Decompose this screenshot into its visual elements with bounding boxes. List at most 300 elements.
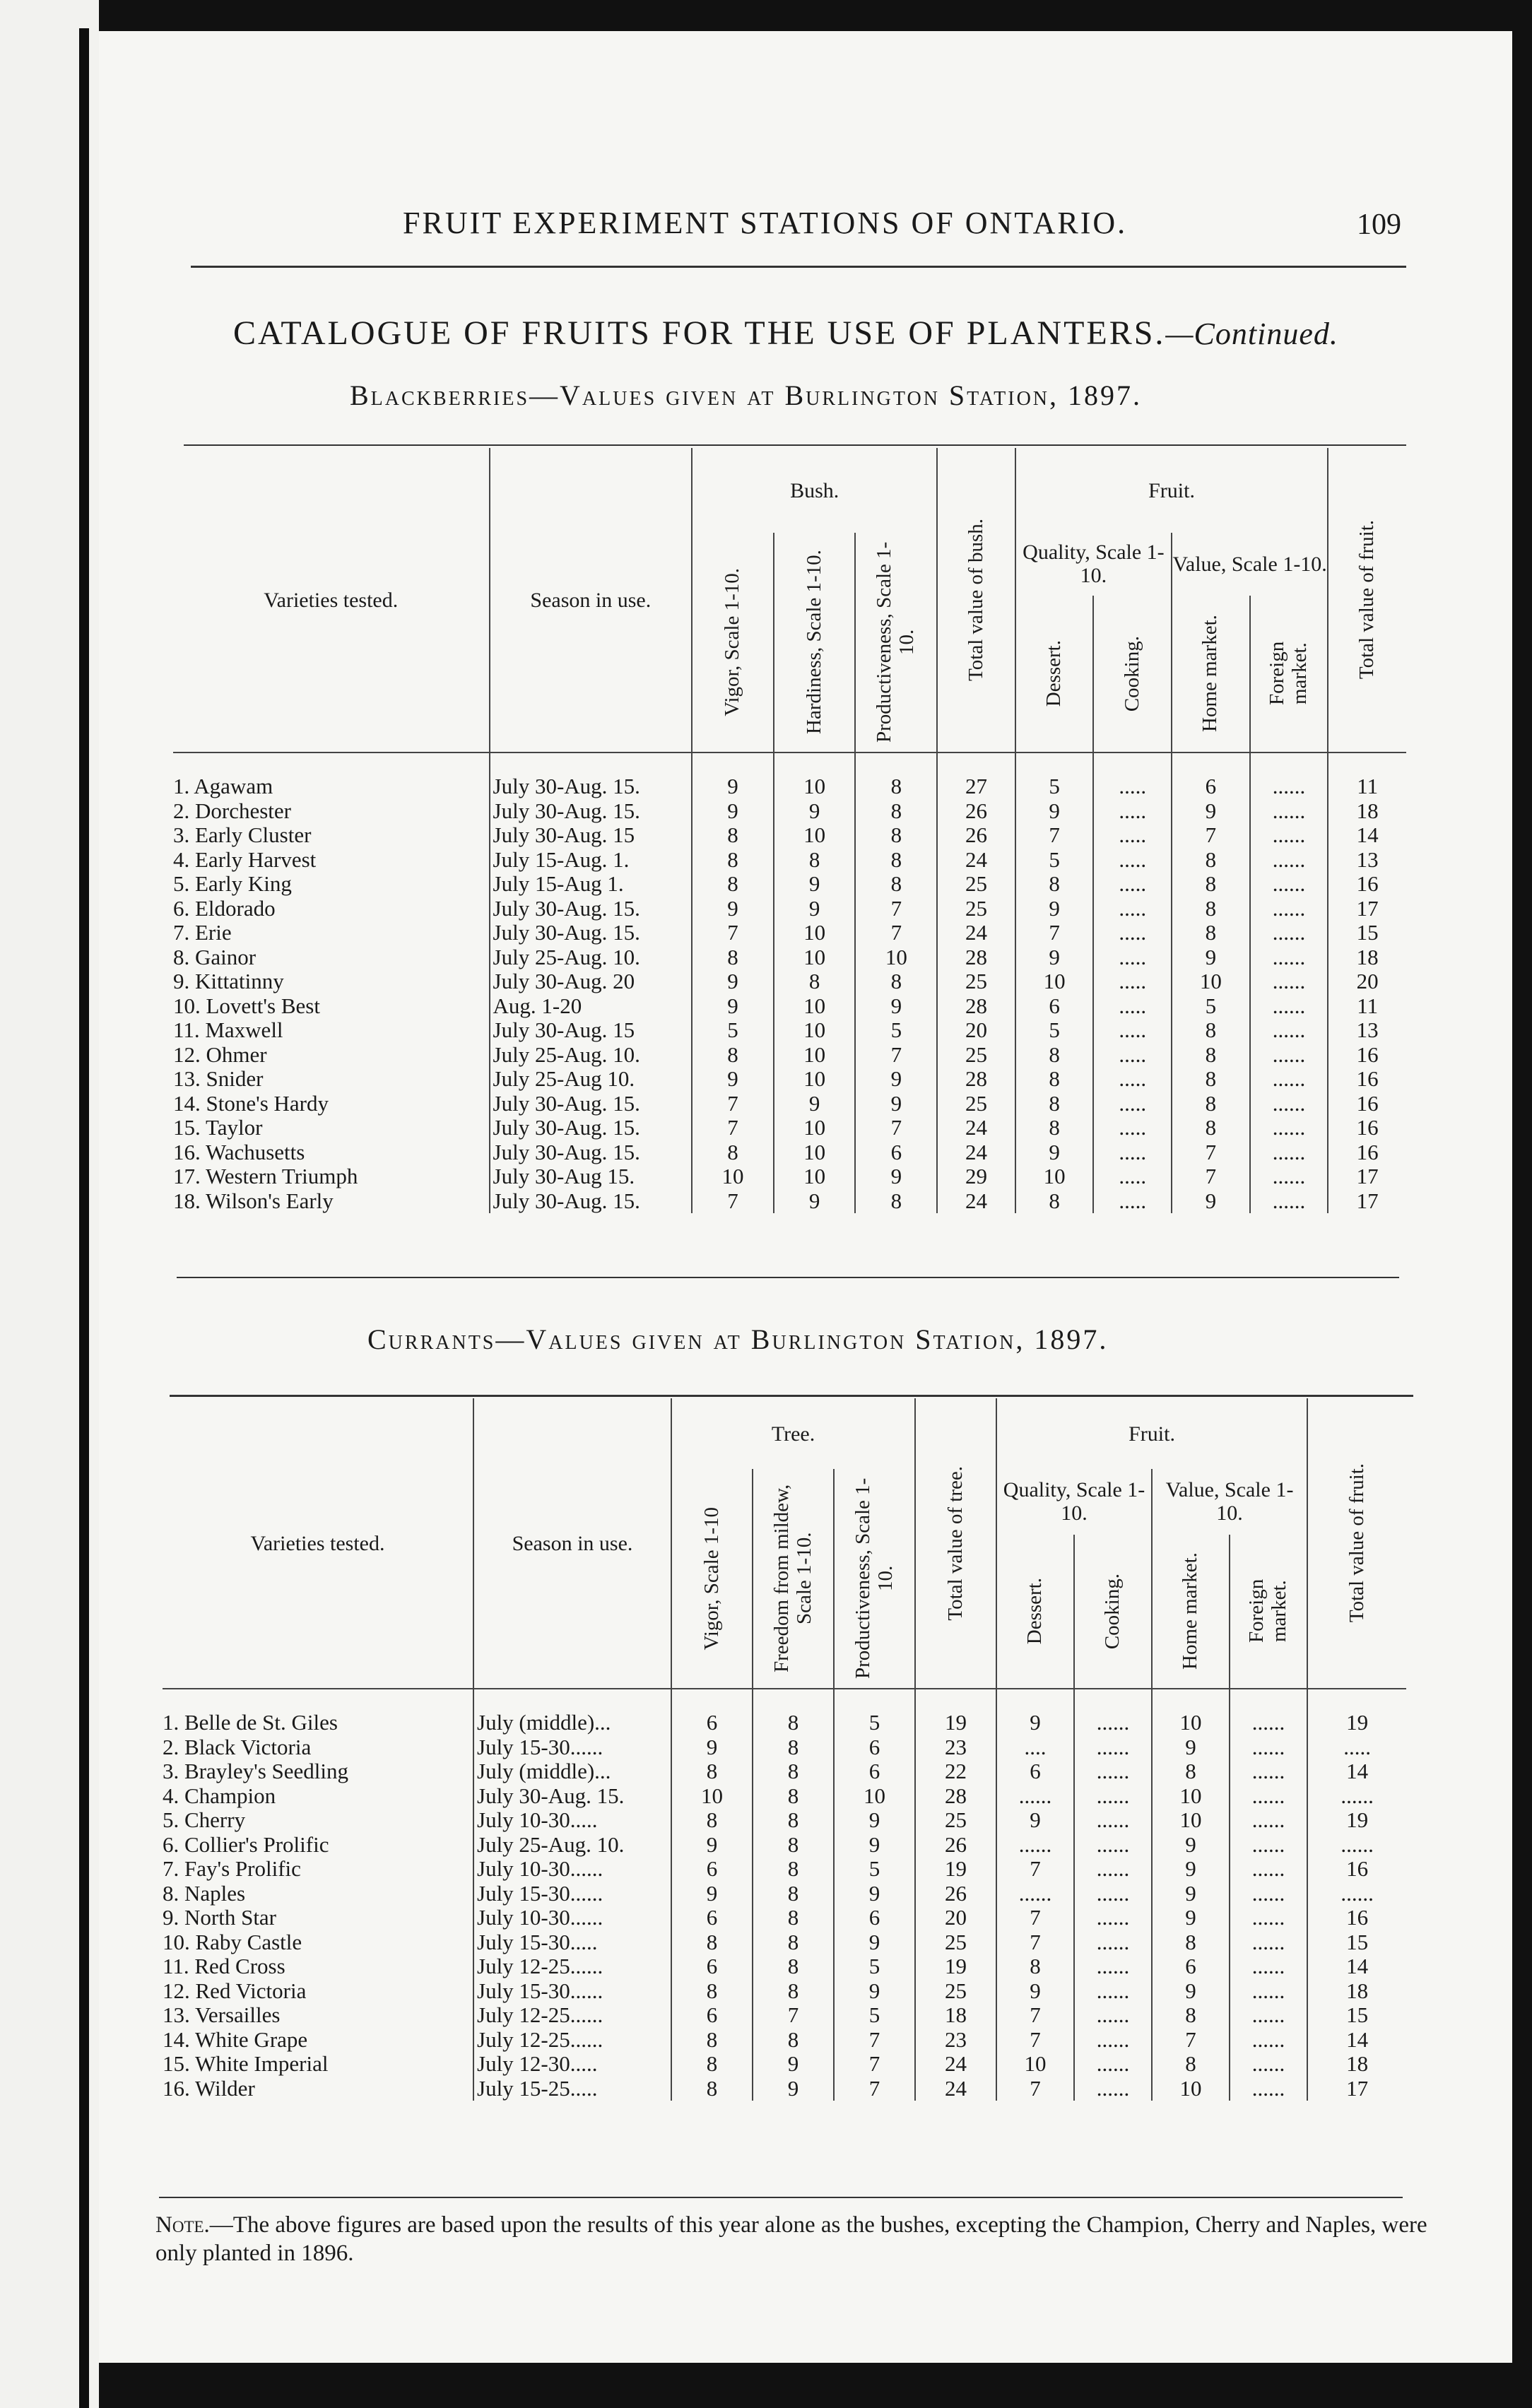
cu-table-row (163, 1689, 1406, 1735)
cu-cell-total: 19 (915, 1857, 996, 1882)
cu-cell-productiveness: 6 (834, 1759, 915, 1784)
bb-table-row (173, 897, 1406, 921)
bb-cell-name: 3. Early Cluster (173, 823, 312, 847)
cu-cell-total-fruit: ...... (1307, 1833, 1406, 1858)
bb-cell-productiveness: 9 (855, 1067, 937, 1092)
bb-cell-cooking: ..... (1093, 1140, 1172, 1165)
cu-cell-name: 10. Raby Castle (163, 1930, 302, 1954)
cu-cell-total-fruit: 16 (1307, 1906, 1406, 1930)
bb-cell-home: 8 (1172, 897, 1250, 921)
cu-cell-vigor: 6 (671, 1954, 753, 1979)
bb-cell-season: July 30-Aug. 15. (490, 1092, 693, 1116)
bb-cell-foreign: ...... (1250, 823, 1328, 848)
cu-cell-home: 10 (1152, 1808, 1230, 1833)
cu-cell-season: July 15-30..... (473, 1930, 671, 1955)
cu-cell-total-fruit: 18 (1307, 2052, 1406, 2077)
cu-cell-hardiness: 8 (753, 1857, 834, 1882)
cu-cell-foreign: ...... (1230, 1689, 1307, 1735)
bb-cell-name: 6. Eldorado (173, 896, 276, 921)
cu-table-row (163, 2003, 1406, 2028)
bb-cell-season: July 25-Aug. 10. (490, 945, 693, 970)
cu-cell-total: 25 (915, 1930, 996, 1955)
bb-cell-productiveness: 9 (855, 1164, 937, 1189)
bb-cell-hardiness: 9 (774, 872, 856, 897)
bb-cell-total: 25 (937, 1043, 1015, 1068)
page-header (99, 205, 1512, 247)
cu-cell-foreign: ...... (1230, 2077, 1307, 2101)
bb-cell-total: 24 (937, 848, 1015, 873)
bb-cell-productiveness: 8 (855, 799, 937, 824)
bb-cell-hardiness: 10 (774, 1116, 856, 1140)
cu-header-productiveness: Productiveness, Scale 1-10. (834, 1469, 915, 1689)
scan-top-border (0, 0, 1532, 34)
cu-cell-foreign: ...... (1230, 1882, 1307, 1906)
bb-cell-productiveness: 8 (855, 872, 937, 897)
cu-cell-cooking: ...... (1074, 1759, 1152, 1784)
bb-cell-dessert: 10 (1015, 969, 1094, 994)
cu-cell-total-fruit: 16 (1307, 1857, 1406, 1882)
bb-table-row (173, 945, 1406, 970)
cu-cell-total: 28 (915, 1784, 996, 1809)
cu-cell-cooking: ...... (1074, 1882, 1152, 1906)
bb-cell-productiveness: 7 (855, 1116, 937, 1140)
bb-header-cooking: Cooking. (1093, 596, 1172, 752)
cu-cell-dessert: 10 (996, 2052, 1074, 2077)
cu-cell-total-fruit: ...... (1307, 1784, 1406, 1809)
bb-cell-productiveness: 6 (855, 1140, 937, 1165)
bb-cell-season: July 30-Aug. 15. (490, 1140, 693, 1165)
cu-cell-name: 2. Black Victoria (163, 1735, 312, 1759)
cu-cell-cooking: ...... (1074, 1954, 1152, 1979)
cu-cell-name: 9. North Star (163, 1906, 277, 1930)
bb-cell-productiveness: 8 (855, 1189, 937, 1214)
cu-cell-total-fruit: 19 (1307, 1689, 1406, 1735)
cu-cell-home: 10 (1152, 1689, 1230, 1735)
cu-table-row (163, 1808, 1406, 1833)
bb-cell-hardiness: 10 (774, 994, 856, 1019)
bb-cell-home: 8 (1172, 1092, 1250, 1116)
cu-cell-hardiness: 8 (753, 1930, 834, 1955)
bb-cell-foreign: ...... (1250, 1092, 1328, 1116)
catalogue-title-text: CATALOGUE OF FRUITS FOR THE USE OF PLANTERS. (233, 314, 1166, 352)
bb-cell-name: 9. Kittatinny (173, 969, 284, 993)
cu-cell-dessert: 7 (996, 1930, 1074, 1955)
cu-cell-name: 12. Red Victoria (163, 1978, 307, 2003)
bb-cell-home: 7 (1172, 1164, 1250, 1189)
bb-cell-total-fruit: 14 (1328, 823, 1406, 848)
bb-cell-name: 15. Taylor (173, 1116, 263, 1140)
bb-cell-dessert: 8 (1015, 1092, 1094, 1116)
bb-cell-productiveness: 8 (855, 848, 937, 873)
cu-table-row (163, 1857, 1406, 1882)
cu-cell-cooking: ...... (1074, 1689, 1152, 1735)
bb-cell-dessert: 6 (1015, 994, 1094, 1019)
blackberries-top-rule (184, 444, 1406, 446)
cu-cell-foreign: ...... (1230, 1735, 1307, 1760)
cu-cell-hardiness: 8 (753, 1833, 834, 1858)
cu-cell-dessert: 6 (996, 1759, 1074, 1784)
bb-cell-home: 7 (1172, 1140, 1250, 1165)
bb-cell-vigor: 9 (692, 799, 774, 824)
bb-cell-productiveness: 5 (855, 1018, 937, 1043)
cu-cell-season: July 15-30...... (473, 1882, 671, 1906)
cu-cell-dessert: ...... (996, 1784, 1074, 1809)
bb-cell-total: 25 (937, 969, 1015, 994)
cu-cell-total: 26 (915, 1882, 996, 1906)
cu-cell-foreign: ...... (1230, 1784, 1307, 1809)
cu-cell-hardiness: 8 (753, 1979, 834, 2004)
bb-cell-productiveness: 8 (855, 752, 937, 799)
bb-table-row (173, 799, 1406, 824)
bb-cell-dessert: 8 (1015, 872, 1094, 897)
cu-cell-total: 20 (915, 1906, 996, 1930)
bb-cell-name: 8. Gainor (173, 945, 257, 969)
cu-cell-name: 7. Fay's Prolific (163, 1857, 301, 1881)
cu-cell-total-fruit: 14 (1307, 1759, 1406, 1784)
cu-cell-cooking: ...... (1074, 1833, 1152, 1858)
running-title: FRUIT EXPERIMENT STATIONS OF ONTARIO. (403, 206, 1128, 240)
bb-header-productiveness: Productiveness, Scale 1-10. (855, 533, 937, 752)
bb-cell-total: 24 (937, 1116, 1015, 1140)
cu-cell-home: 9 (1152, 1857, 1230, 1882)
cu-cell-foreign: ...... (1230, 2052, 1307, 2077)
bb-cell-home: 8 (1172, 921, 1250, 945)
bb-cell-cooking: ..... (1093, 921, 1172, 945)
bb-cell-season: July 30-Aug. 20 (490, 969, 693, 994)
cu-cell-foreign: ...... (1230, 1808, 1307, 1833)
bb-cell-cooking: ..... (1093, 752, 1172, 799)
page-number: 109 (1357, 208, 1401, 241)
bb-cell-total: 25 (937, 872, 1015, 897)
cu-cell-season: July 10-30..... (473, 1808, 671, 1833)
bb-cell-dessert: 9 (1015, 799, 1094, 824)
bb-cell-vigor: 8 (692, 848, 774, 873)
bb-cell-vigor: 7 (692, 1189, 774, 1214)
currants-top-rule (170, 1395, 1413, 1397)
bb-cell-total-fruit: 16 (1328, 1140, 1406, 1165)
cu-cell-total-fruit: ...... (1307, 1882, 1406, 1906)
bb-cell-name: 13. Snider (173, 1067, 264, 1091)
bb-cell-home: 8 (1172, 1018, 1250, 1043)
bb-cell-dessert: 10 (1015, 1164, 1094, 1189)
bb-cell-season: Aug. 1-20 (490, 994, 693, 1019)
cu-cell-total: 25 (915, 1979, 996, 2004)
bb-cell-total: 29 (937, 1164, 1015, 1189)
cu-cell-name: 11. Red Cross (163, 1954, 285, 1978)
cu-cell-name: 4. Champion (163, 1783, 276, 1808)
bb-cell-dessert: 8 (1015, 1067, 1094, 1092)
bb-cell-home: 8 (1172, 1067, 1250, 1092)
cu-cell-hardiness: 8 (753, 1808, 834, 1833)
bb-header-bush: Bush. (692, 448, 937, 533)
bb-cell-dessert: 5 (1015, 752, 1094, 799)
bb-cell-dessert: 8 (1015, 1043, 1094, 1068)
cu-cell-productiveness: 7 (834, 2028, 915, 2053)
cu-cell-name: 6. Collier's Prolific (163, 1832, 329, 1857)
bb-cell-season: July 15-Aug 1. (490, 872, 693, 897)
bb-cell-vigor: 7 (692, 1116, 774, 1140)
cu-cell-name: 13. Versailles (163, 2003, 281, 2027)
cu-cell-total: 18 (915, 2003, 996, 2028)
bb-cell-total: 25 (937, 897, 1015, 921)
cu-header-quality: Quality, Scale 1-10. (996, 1469, 1152, 1535)
bb-cell-productiveness: 9 (855, 1092, 937, 1116)
bb-header-vigor: Vigor, Scale 1-10. (692, 533, 774, 752)
bb-cell-vigor: 9 (692, 994, 774, 1019)
bb-cell-foreign: ...... (1250, 799, 1328, 824)
catalogue-continued: —Continued. (1165, 317, 1338, 351)
bb-table-row (173, 969, 1406, 994)
bb-cell-foreign: ...... (1250, 945, 1328, 970)
cu-header-season: Season in use. (473, 1398, 671, 1689)
bb-cell-cooking: ..... (1093, 872, 1172, 897)
bb-cell-name: 17. Western Triumph (173, 1164, 358, 1188)
blackberries-rows (173, 752, 1406, 1213)
cu-cell-home: 9 (1152, 1882, 1230, 1906)
cu-header-dessert: Dessert. (996, 1535, 1074, 1689)
cu-cell-total: 24 (915, 2077, 996, 2101)
cu-cell-home: 6 (1152, 1954, 1230, 1979)
cu-table-row (163, 1759, 1406, 1784)
cu-cell-hardiness: 8 (753, 1784, 834, 1809)
cu-cell-name: 16. Wilder (163, 2076, 255, 2101)
bb-cell-hardiness: 10 (774, 1043, 856, 1068)
footnote (155, 2211, 1463, 2267)
cu-cell-foreign: ...... (1230, 1906, 1307, 1930)
cu-cell-vigor: 8 (671, 2052, 753, 2077)
bb-cell-vigor: 8 (692, 872, 774, 897)
cu-cell-hardiness: 9 (753, 2052, 834, 2077)
cu-cell-home: 10 (1152, 1784, 1230, 1809)
bb-cell-dessert: 8 (1015, 1116, 1094, 1140)
cu-cell-dessert: .... (996, 1735, 1074, 1760)
bb-cell-name: 2. Dorchester (173, 798, 291, 823)
cu-cell-foreign: ...... (1230, 2028, 1307, 2053)
cu-cell-dessert: 7 (996, 1857, 1074, 1882)
bb-cell-name: 4. Early Harvest (173, 847, 317, 872)
cu-cell-hardiness: 8 (753, 1882, 834, 1906)
cu-cell-season: July (middle)... (473, 1689, 671, 1735)
bb-cell-vigor: 7 (692, 1092, 774, 1116)
cu-cell-home: 7 (1152, 2028, 1230, 2053)
cu-cell-total: 23 (915, 2028, 996, 2053)
cu-cell-season: July 30-Aug. 15. (473, 1784, 671, 1809)
cu-cell-total: 19 (915, 1689, 996, 1735)
cu-cell-total: 26 (915, 1833, 996, 1858)
cu-cell-name: 15. White Imperial (163, 2052, 329, 2076)
bb-cell-productiveness: 7 (855, 1043, 937, 1068)
blackberries-table (173, 448, 1406, 1213)
bb-cell-total-fruit: 16 (1328, 872, 1406, 897)
cu-cell-hardiness: 8 (753, 1735, 834, 1760)
cu-cell-home: 8 (1152, 2003, 1230, 2028)
bb-cell-total: 28 (937, 994, 1015, 1019)
cu-cell-cooking: ...... (1074, 1857, 1152, 1882)
cu-cell-dessert: 8 (996, 1954, 1074, 1979)
bb-cell-hardiness: 10 (774, 823, 856, 848)
cu-cell-home: 9 (1152, 1735, 1230, 1760)
bb-cell-dessert: 8 (1015, 1189, 1094, 1214)
cu-cell-home: 9 (1152, 1906, 1230, 1930)
cu-cell-cooking: ...... (1074, 2077, 1152, 2101)
bb-cell-foreign: ...... (1250, 1116, 1328, 1140)
bb-cell-vigor: 8 (692, 1140, 774, 1165)
bb-cell-foreign: ...... (1250, 848, 1328, 873)
bb-cell-hardiness: 8 (774, 848, 856, 873)
bb-table-row (173, 1164, 1406, 1189)
cu-cell-productiveness: 10 (834, 1784, 915, 1809)
cu-table-row (163, 1882, 1406, 1906)
cu-cell-cooking: ...... (1074, 2003, 1152, 2028)
bb-cell-foreign: ...... (1250, 921, 1328, 945)
header-rule (191, 266, 1406, 268)
cu-cell-foreign: ...... (1230, 2003, 1307, 2028)
cu-cell-season: July 10-30...... (473, 1857, 671, 1882)
cu-table-row (163, 2052, 1406, 2077)
cu-table-row (163, 2077, 1406, 2101)
bb-cell-vigor: 7 (692, 921, 774, 945)
bb-cell-total: 26 (937, 823, 1015, 848)
bb-cell-cooking: ..... (1093, 1067, 1172, 1092)
cu-cell-foreign: ...... (1230, 1954, 1307, 1979)
bb-cell-total: 28 (937, 1067, 1015, 1092)
bb-cell-total: 27 (937, 752, 1015, 799)
cu-cell-productiveness: 7 (834, 2077, 915, 2101)
cu-cell-foreign: ...... (1230, 1833, 1307, 1858)
bb-cell-total-fruit: 17 (1328, 897, 1406, 921)
bb-cell-hardiness: 10 (774, 1018, 856, 1043)
bb-cell-vigor: 9 (692, 1067, 774, 1092)
bb-cell-productiveness: 7 (855, 897, 937, 921)
bb-cell-cooking: ..... (1093, 799, 1172, 824)
bb-cell-total-fruit: 16 (1328, 1116, 1406, 1140)
cu-cell-season: July (middle)... (473, 1759, 671, 1784)
bb-cell-total: 24 (937, 1140, 1015, 1165)
cu-cell-vigor: 6 (671, 1906, 753, 1930)
cu-header-home: Home market. (1152, 1535, 1230, 1689)
bb-cell-cooking: ..... (1093, 848, 1172, 873)
cu-cell-home: 8 (1152, 2052, 1230, 2077)
cu-cell-vigor: 8 (671, 1979, 753, 2004)
catalogue-title (233, 314, 1338, 353)
cu-cell-dessert: 7 (996, 1906, 1074, 1930)
bb-cell-total: 24 (937, 1189, 1015, 1214)
cu-cell-total: 22 (915, 1759, 996, 1784)
cu-cell-vigor: 6 (671, 1689, 753, 1735)
bb-cell-hardiness: 9 (774, 799, 856, 824)
bb-cell-season: July 25-Aug. 10. (490, 1043, 693, 1068)
cu-cell-total: 25 (915, 1808, 996, 1833)
bb-cell-total-fruit: 11 (1328, 752, 1406, 799)
bb-cell-cooking: ..... (1093, 1189, 1172, 1214)
bb-cell-dessert: 7 (1015, 823, 1094, 848)
cu-cell-productiveness: 9 (834, 1833, 915, 1858)
bb-header-foreign: Foreign market. (1250, 596, 1328, 752)
cu-cell-dessert: ...... (996, 1833, 1074, 1858)
bb-cell-hardiness: 10 (774, 1067, 856, 1092)
bb-cell-season: July 30-Aug. 15 (490, 1018, 693, 1043)
cu-header-varieties: Varieties tested. (163, 1398, 473, 1689)
cu-table-row (163, 2028, 1406, 2053)
cu-cell-productiveness: 9 (834, 1808, 915, 1833)
cu-cell-hardiness: 8 (753, 1954, 834, 1979)
bb-header-season: Season in use. (490, 448, 693, 752)
bb-cell-vigor: 8 (692, 823, 774, 848)
cu-cell-season: July 15-30...... (473, 1979, 671, 2004)
cu-cell-productiveness: 5 (834, 2003, 915, 2028)
cu-cell-dessert: 9 (996, 1808, 1074, 1833)
bb-cell-cooking: ..... (1093, 823, 1172, 848)
cu-cell-vigor: 10 (671, 1784, 753, 1809)
bb-cell-cooking: ..... (1093, 1092, 1172, 1116)
cu-cell-productiveness: 7 (834, 2052, 915, 2077)
cu-table-row (163, 1833, 1406, 1858)
bb-cell-foreign: ...... (1250, 994, 1328, 1019)
bb-cell-home: 9 (1172, 1189, 1250, 1214)
cu-cell-vigor: 8 (671, 1808, 753, 1833)
cu-table-row (163, 1735, 1406, 1760)
cu-cell-cooking: ...... (1074, 1784, 1152, 1809)
bb-cell-productiveness: 7 (855, 921, 937, 945)
currants-title: Currants—Values given at Burlington Station, 1897. (367, 1323, 1109, 1355)
cu-cell-season: July 12-25...... (473, 1954, 671, 1979)
bb-cell-home: 8 (1172, 1043, 1250, 1068)
cu-cell-cooking: ...... (1074, 1906, 1152, 1930)
bb-table-row (173, 872, 1406, 897)
cu-header-total-tree: Total value of tree. (915, 1398, 996, 1689)
cu-table-row (163, 1930, 1406, 1955)
bb-cell-productiveness: 9 (855, 994, 937, 1019)
bb-cell-foreign: ...... (1250, 897, 1328, 921)
bb-cell-cooking: ..... (1093, 897, 1172, 921)
bb-cell-name: 11. Maxwell (173, 1018, 283, 1042)
bb-cell-hardiness: 10 (774, 1164, 856, 1189)
cu-cell-season: July 12-25...... (473, 2028, 671, 2053)
bb-cell-dessert: 9 (1015, 945, 1094, 970)
cu-header-value: Value, Scale 1-10. (1152, 1469, 1307, 1535)
cu-cell-vigor: 6 (671, 1857, 753, 1882)
bb-cell-home: 8 (1172, 1116, 1250, 1140)
cu-cell-hardiness: 8 (753, 1689, 834, 1735)
cu-cell-cooking: ...... (1074, 2052, 1152, 2077)
bb-cell-total-fruit: 18 (1328, 945, 1406, 970)
cu-cell-productiveness: 5 (834, 1689, 915, 1735)
cu-cell-name: 8. Naples (163, 1881, 246, 1906)
cu-cell-total-fruit: 17 (1307, 2077, 1406, 2101)
bb-cell-productiveness: 8 (855, 823, 937, 848)
bb-header-total-bush: Total value of bush. (937, 448, 1015, 752)
bb-cell-foreign: ...... (1250, 1140, 1328, 1165)
bb-cell-season: July 15-Aug. 1. (490, 848, 693, 873)
bb-cell-hardiness: 10 (774, 1140, 856, 1165)
bb-cell-home: 7 (1172, 823, 1250, 848)
bb-cell-hardiness: 10 (774, 921, 856, 945)
bb-cell-home: 9 (1172, 799, 1250, 824)
bb-table-row (173, 1189, 1406, 1214)
bb-cell-season: July 30-Aug. 15 (490, 823, 693, 848)
cu-cell-productiveness: 9 (834, 1882, 915, 1906)
cu-cell-season: July 12-30..... (473, 2052, 671, 2077)
cu-cell-cooking: ...... (1074, 1979, 1152, 2004)
bb-cell-hardiness: 10 (774, 752, 856, 799)
cu-cell-home: 9 (1152, 1833, 1230, 1858)
bb-cell-total-fruit: 11 (1328, 994, 1406, 1019)
currants-table (163, 1398, 1406, 2101)
cu-cell-total-fruit: 14 (1307, 2028, 1406, 2053)
bb-cell-dessert: 9 (1015, 1140, 1094, 1165)
bb-cell-total-fruit: 17 (1328, 1164, 1406, 1189)
bb-cell-dessert: 5 (1015, 848, 1094, 873)
